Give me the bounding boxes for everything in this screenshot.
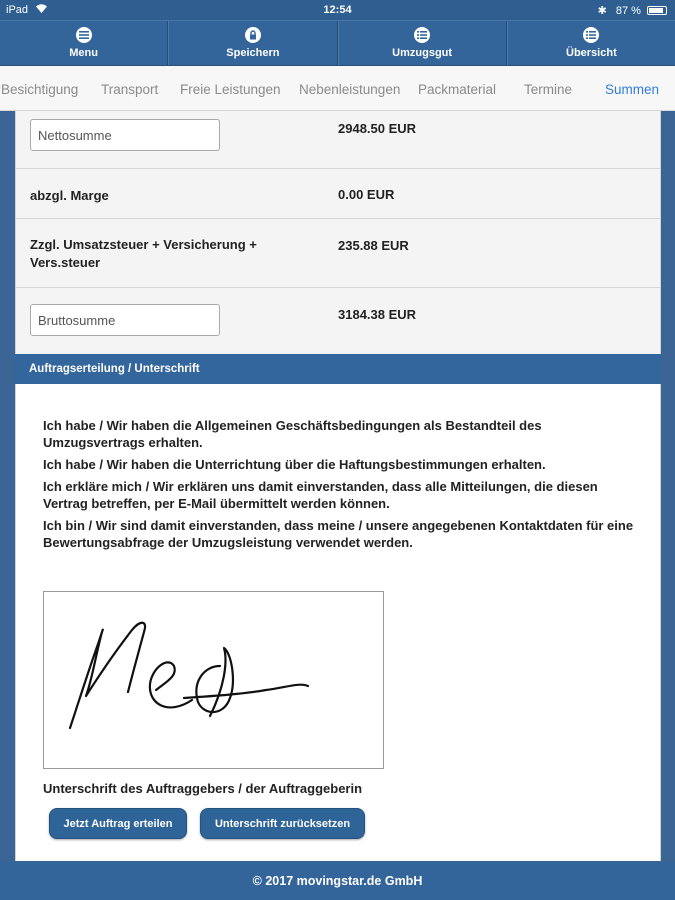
tab-transport[interactable]: Transport — [101, 81, 159, 97]
marge-row — [16, 169, 660, 219]
brutto-label-box: Bruttosumme — [30, 304, 220, 336]
battery-icon — [647, 6, 667, 15]
battery-percent: 87 % — [615, 5, 641, 17]
section-header: Auftragserteilung / Unterschrift — [15, 354, 661, 384]
lock-icon — [245, 27, 261, 43]
footer: © 2017 movingstar.de GmbH — [0, 862, 675, 900]
umzugsgut-button-label: Umzugsgut — [392, 47, 453, 59]
clock: 12:54 — [323, 4, 352, 16]
term-bewertung: Ich bin / Wir sind damit einverstanden, dass meine / unsere angegebenen Kontaktdaten für eine Bewertungsabfrage der Umzugsleistung verwendet werden. — [43, 518, 634, 550]
marge-label: abzgl. Marge — [30, 188, 109, 203]
tab-termine[interactable]: Termine — [524, 81, 573, 97]
overview-button-label: Übersicht — [566, 47, 617, 59]
overview-button[interactable] — [507, 21, 675, 65]
tab-freie-leistungen[interactable]: Freie Leistungen — [180, 81, 281, 97]
term-email: Ich erkläre mich / Wir erklären uns damit einverstanden, dass alle Mitteilungen, die diesen Vertrag betreffen, per E-Mail übermittelt werden können. — [43, 479, 598, 511]
bluetooth-icon: ✱ — [597, 5, 607, 17]
save-button[interactable] — [168, 21, 337, 65]
netto-label-box: Nettosumme — [30, 119, 220, 151]
tab-packmaterial[interactable]: Packmaterial — [418, 81, 497, 97]
main-content — [15, 111, 661, 861]
battery-indicator — [598, 4, 667, 17]
term-haftung: Ich habe / Wir haben die Unterrichtung über die Haftungsbestimmungen erhalten. — [43, 457, 546, 472]
tax-row — [16, 219, 660, 288]
order-panel — [16, 384, 660, 861]
netto-row — [16, 111, 660, 169]
marge-value: 0.00 EUR — [338, 187, 395, 202]
tab-besichtigung[interactable]: Besichtigung — [1, 81, 79, 97]
term-agb: Ich habe / Wir haben die Allgemeinen Geschäftsbedingungen als Bestandteil des Umzugsvertrags erhalten. — [43, 418, 542, 450]
menu-icon — [76, 27, 92, 43]
signature-drawing — [44, 592, 383, 768]
device-name: iPad — [6, 4, 29, 16]
netto-value: 2948.50 EUR — [338, 121, 417, 136]
submit-order-button[interactable]: Jetzt Auftrag erteilen — [49, 808, 187, 839]
brutto-row — [16, 288, 660, 354]
status-bar — [0, 0, 675, 20]
tax-value: 235.88 EUR — [338, 238, 409, 253]
reset-signature-button[interactable]: Unterschrift zurücksetzen — [200, 808, 365, 839]
tab-bar — [0, 66, 675, 111]
save-button-label: Speichern — [226, 47, 280, 59]
signature-pad[interactable] — [43, 591, 384, 769]
signature-caption: Unterschrift des Auftraggebers / der Auftraggeberin — [43, 781, 363, 796]
tab-summen[interactable]: Summen — [605, 81, 660, 97]
top-nav — [0, 20, 675, 66]
brutto-value: 3184.38 EUR — [338, 307, 417, 322]
menu-button-label: Menu — [69, 47, 98, 59]
umzugsgut-button[interactable] — [338, 21, 507, 65]
terms-list — [43, 417, 643, 556]
tab-nebenleistungen[interactable]: Nebenleistungen — [299, 81, 401, 97]
menu-button[interactable] — [0, 21, 168, 65]
tax-label: Zzgl. Umsatzsteuer + Versicherung + Vers.steuer — [30, 237, 257, 270]
list-icon — [583, 27, 599, 43]
list-icon — [414, 27, 430, 43]
